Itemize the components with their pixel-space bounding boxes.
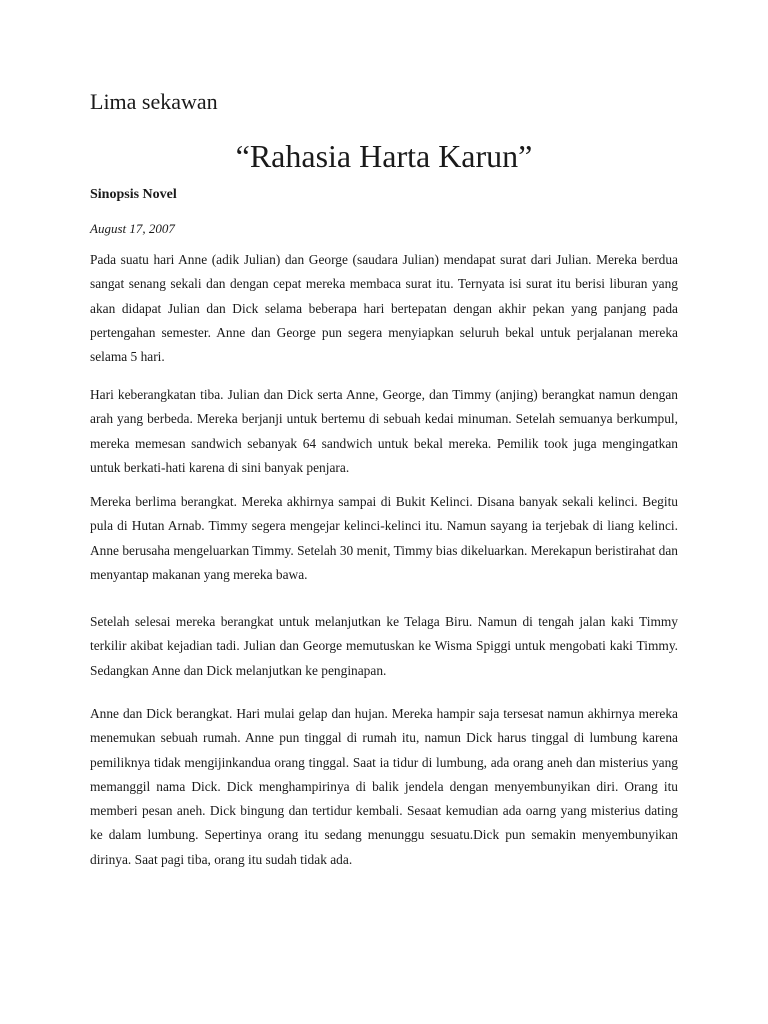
- main-title: “Rahasia Harta Karun”: [235, 138, 533, 174]
- paragraph-2: Hari keberangkatan tiba. Julian dan Dick serta Anne, George, dan Timmy (anjing) berangkat namun dengan arah yang berbeda. Mereka berjanji untuk bertemu di sebuah kedai minuman. Setelah semuanya berkumpul, mereka memesan sandwich sebanyak 64 sandwich untuk bekal mereka. Pemilik took juga mengingatkan untuk berkati-hati karena di sini banyak penjara.: [90, 387, 678, 475]
- publish-date: August 17, 2007: [90, 221, 175, 236]
- paragraph-5: Anne dan Dick berangkat. Hari mulai gelap dan hujan. Mereka hampir saja tersesat namun akhirnya mereka menemukan sebuah rumah. Anne pun tinggal di rumah itu, namun Dick harus tinggal di lumbung karena pemiliknya tidak mengijinkandua orang tinggal. Saat ia tidur di lumbung, ada orang aneh dan misterius yang memanggil nama Dick. Dick menghampirinya di balik jendela dengan menyembunyikan diri. Orang itu memberi pesan aneh. Dick bingung dan tertidur kembali. Sesaat kemudian ada oarng yang misterius dating ke dalam lumbung. Sepertinya orang itu sedang menunggu sesuatu.Dick pun semakin menyembunyikan dirinya. Saat pagi tiba, orang itu sudah tidak ada.: [90, 706, 678, 867]
- paragraph-3: Mereka berlima berangkat. Mereka akhirnya sampai di Bukit Kelinci. Disana banyak sekali kelinci. Begitu pula di Hutan Arnab. Timmy segera mengejar kelinci-kelinci itu. Namun sayang ia terjebak di liang kelinci. Anne berusaha mengeluarkan Timmy. Setelah 30 menit, Timmy bias dikeluarkan. Merekapun beristirahat dan menyantap makanan yang mereka bawa.: [90, 494, 678, 582]
- series-title: Lima sekawan: [90, 89, 218, 114]
- section-heading: Sinopsis Novel: [90, 187, 177, 202]
- paragraph-4: Setelah selesai mereka berangkat untuk melanjutkan ke Telaga Biru. Namun di tengah jalan kaki Timmy terkilir akibat kejadian tadi. Julian dan George memutuskan ke Wisma Spiggi untuk mengobati kaki Timmy. Sedangkan Anne dan Dick melanjutkan ke penginapan.: [90, 614, 678, 678]
- paragraph-1: Pada suatu hari Anne (adik Julian) dan George (saudara Julian) mendapat surat dari Julian. Mereka berdua sangat senang sekali dan dengan cepat mereka membaca surat itu. Ternyata isi surat itu berisi liburan yang akan didapat Julian dan Dick selama beberapa hari bertepatan dengan akhir pekan yang panjang pada pertengahan semester. Anne dan George pun segera menyiapkan seluruh bekal untuk perjalanan mereka selama 5 hari.: [90, 252, 678, 365]
